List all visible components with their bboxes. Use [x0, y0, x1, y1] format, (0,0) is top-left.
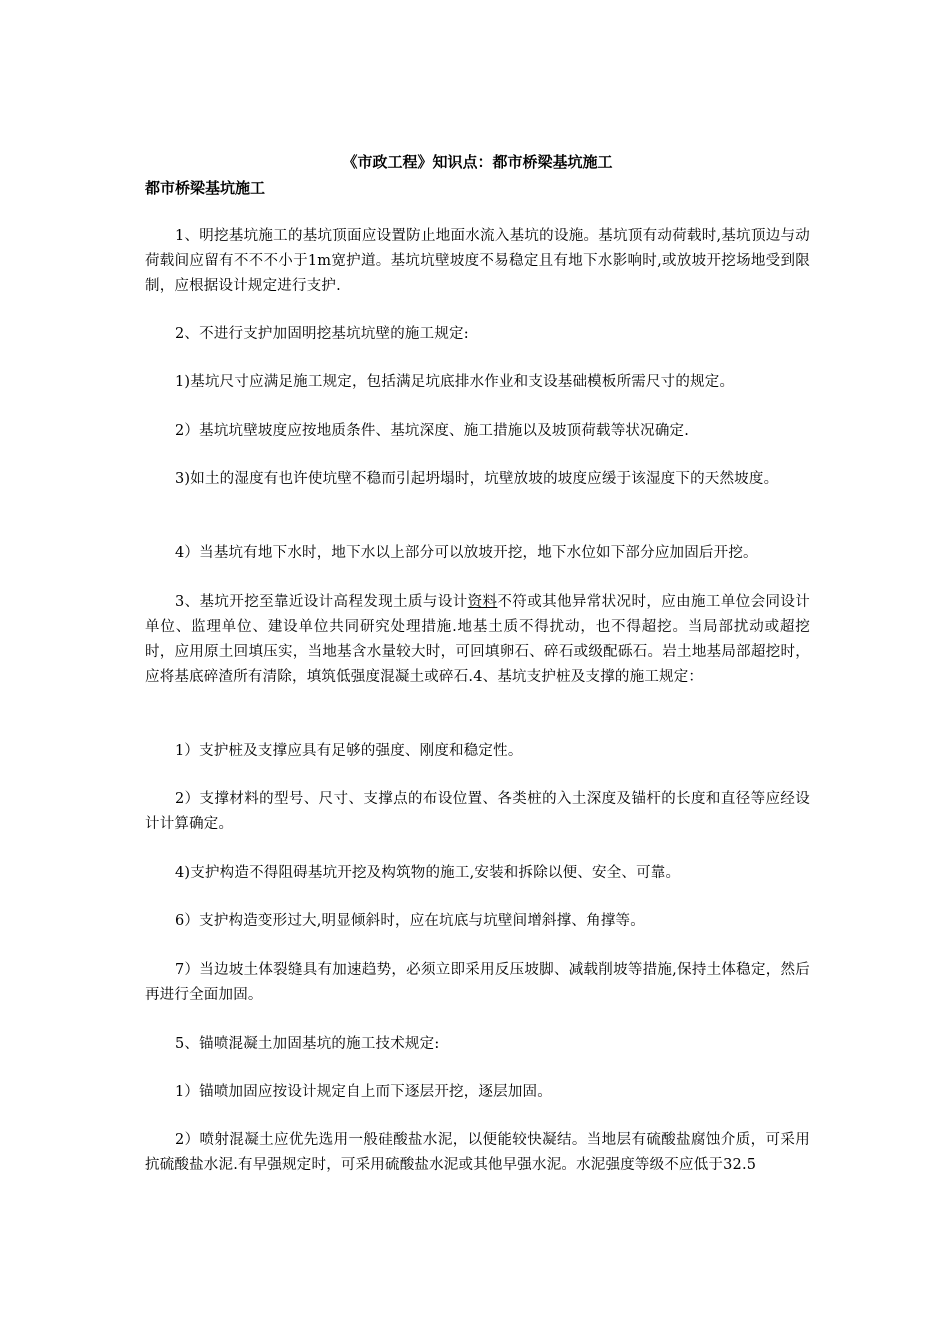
paragraph-15: 2）喷射混凝土应优先选用一般硅酸盐水泥，以便能较快凝结。当地层有硫酸盐腐蚀介质，可采用抗硫酸盐水泥.有早强规定时，可采用硫酸盐水泥或其他早强水泥。水泥强度等级不应低于32.5: [145, 1132, 810, 1173]
paragraph-7-text-b: 不符或其他异常状况时，应由施工单位会同设计单位、监理单位、建设单位共同研究处理措施.地基土质不得扰动，也不得超挖。当局部扰动或超挖时，应用原土回填压实，当地基含水量较大时，可回填卵石、碎石或级配砾石。岩土地基局部超挖时，应将基底碎渣所有清除，填筑低强度混凝土或碎石.4、基坑支护桩及支撑的施工规定：: [145, 594, 810, 685]
document-title: 《市政工程》知识点：都市桥梁基坑施工: [342, 153, 613, 171]
paragraph-1: 1、明挖基坑施工的基坑顶面应设置防止地面水流入基坑的设施。基坑顶有动荷载时,基坑顶边与动荷载间应留有不不不小于1m宽护道。基坑坑壁坡度不易稳定且有地下水影响时,或放坡开挖场地受到限制，应根据设计规定进行支护.: [145, 228, 810, 294]
paragraph-6: 4）当基坑有地下水时，地下水以上部分可以放坡开挖，地下水位如下部分应加固后开挖。: [175, 545, 758, 561]
paragraph-14: 1）锚喷加固应按设计规定自上而下逐层开挖，逐层加固。: [175, 1084, 552, 1100]
paragraph-10: 4)支护构造不得阻碍基坑开挖及构筑物的施工,安装和拆除以便、安全、可靠。: [175, 865, 681, 881]
paragraph-3: 1)基坑尺寸应满足施工规定，包括满足坑底排水作业和支设基础模板所需尺寸的规定。: [175, 374, 735, 390]
resource-link[interactable]: 资料: [467, 594, 498, 610]
paragraph-13: 5、锚喷混凝土加固基坑的施工技术规定:: [175, 1036, 440, 1052]
paragraph-7: [145, 590, 810, 690]
paragraph-5: 3)如土的湿度有也许使坑壁不稳而引起坍塌时，坑壁放坡的坡度应缓于该湿度下的天然坡度。: [175, 471, 779, 487]
paragraph-12: 7）当边坡土体裂缝具有加速趋势，必须立即采用反压坡脚、减载削坡等措施,保持土体稳定，然后再进行全面加固。: [145, 962, 810, 1003]
paragraph-8: 1）支护桩及支撑应具有足够的强度、刚度和稳定性。: [175, 743, 523, 759]
paragraph-11: 6）支护构造变形过大,明显倾斜时，应在坑底与坑壁间增斜撑、角撑等。: [175, 913, 645, 929]
section-heading: 都市桥梁基坑施工: [145, 179, 266, 197]
paragraph-7-text-a: 3、基坑开挖至靠近设计高程发现土质与设计: [175, 594, 468, 610]
paragraph-4: 2）基坑坑壁坡度应按地质条件、基坑深度、施工措施以及坡顶荷载等状况确定.: [175, 423, 690, 439]
paragraph-2: 2、不进行支护加固明挖基坑坑壁的施工规定:: [175, 326, 469, 342]
paragraph-9: 2）支撑材料的型号、尺寸、支撑点的布设位置、各类桩的入土深度及锚杆的长度和直径等应经设计计算确定。: [145, 791, 810, 832]
